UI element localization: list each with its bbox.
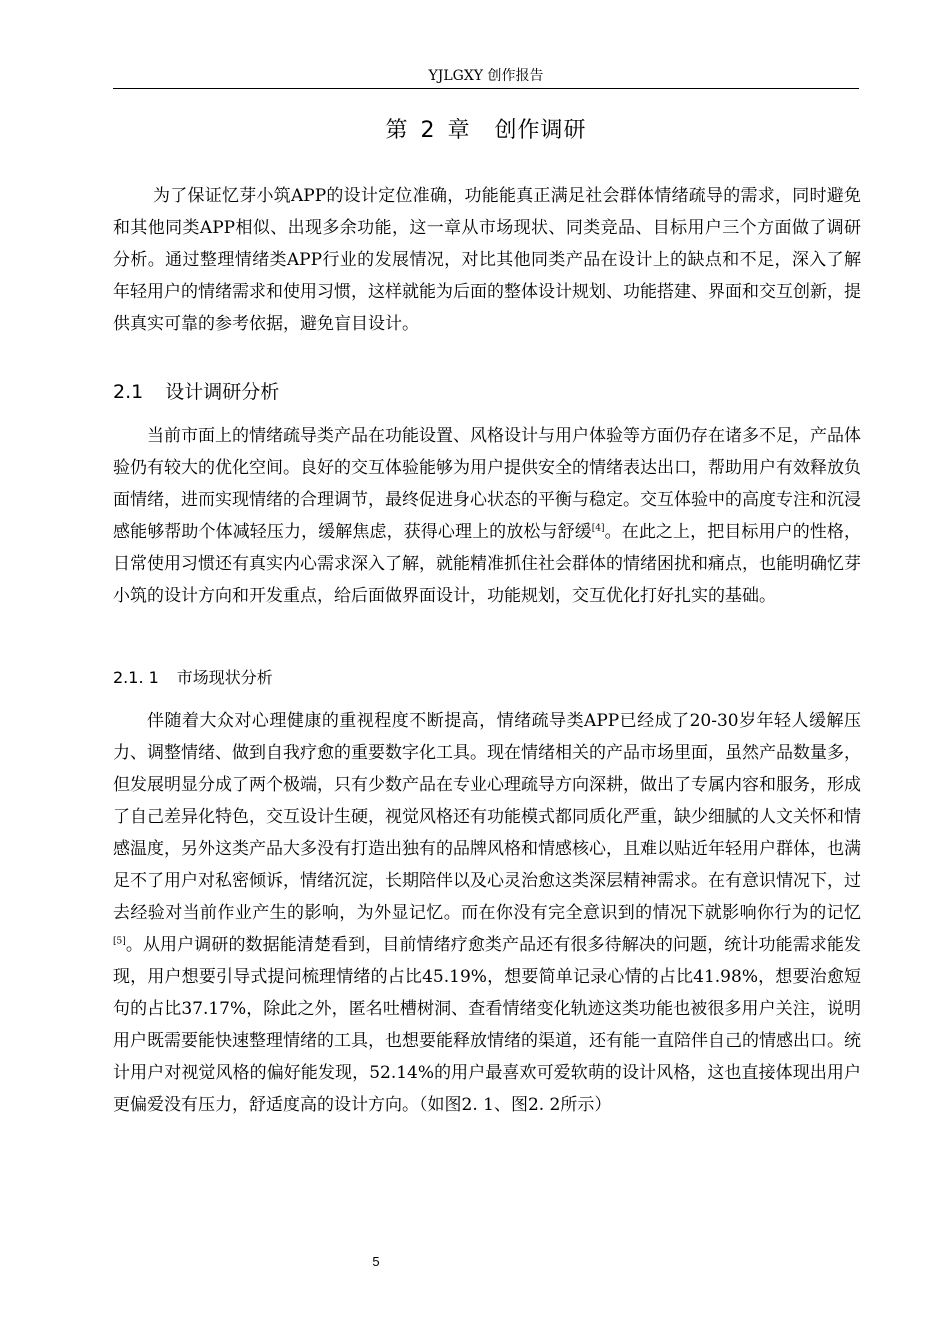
chapter-number: 2 (420, 118, 436, 143)
chapter-name: 创作调研 (494, 118, 587, 143)
section-heading-2-1-1 (113, 664, 273, 692)
subsection-number: 2.1. 1 (113, 668, 159, 687)
section-heading-2-1 (113, 377, 279, 407)
page-number-text: 5 (372, 1254, 380, 1269)
chapter-title (113, 116, 859, 146)
paragraph-text: 。在此之上，把目标用户的性格，日常使用习惯还有真实内心需求深入了解，就能精准抓住社会群体的情绪困扰和痛点，也能明确忆芽小筑的设计方向和开发重点，给后面做界面设计，功能规划，交互优化打好扎实的基础。 (113, 522, 862, 606)
intro-text: 为了保证忆芽小筑APP的设计定位准确，功能能真正满足社会群体情绪疏导的需求，同时避免和其他同类APP相似、出现多余功能，这一章从市场现状、同类竞品、目标用户三个方面做了调研分析。通过整理情绪类APP行业的发展情况，对比其他同类产品在设计上的缺点和不足，深入了解年轻用户的情绪需求和使用习惯，这样就能为后面的整体设计规划、功能搭建、界面和交互创新，提供真实可靠的参考依据，避免盲目设计。 (113, 186, 861, 334)
subsection-title: 市场现状分析 (176, 668, 273, 687)
section-number: 2.1 (113, 381, 144, 403)
chapter-label-suffix: 章 (447, 118, 471, 143)
header-divider (113, 88, 859, 89)
page-number (113, 1253, 639, 1271)
paragraph-text: 伴随着大众对心理健康的重视程度不断提高，情绪疏导类APP已经成了20-30岁年轻人缓解压力、调整情绪、做到自我疗愈的重要数字化工具。现在情绪相关的产品市场里面，虽然产品数量多，但发展明显分成了两个极端，只有少数产品在专业心理疏导方向深耕，做出了专属内容和服务，形成了自己差异化特色，交互设计生硬，视觉风格还有功能模式都同质化严重，缺少细腻的人文关怀和情感温度，另外这类产品大多没有打造出独有的品牌风格和情感核心，且难以贴近年轻用户群体，也满足不了用户对私密倾诉，情绪沉淀，长期陪伴以及心灵治愈这类深层精神需求。在有意识情况下，过去经验对当前作业产生的影响，为外显记忆。而在你没有完全意识到的情况下就影响你行为的记忆 (113, 711, 861, 923)
paragraph-text: 当前市面上的情绪疏导类产品在功能设置、风格设计与用户体验等方面仍存在诸多不足，产品体验仍有较大的优化空间。良好的交互体验能够为用户提供安全的情绪表达出口，帮助用户有效释放负面情绪，进而实现情绪的合理调节，最终促进身心状态的平衡与稳定。交互体验中的高度专注和沉浸感能够帮助个体减轻压力，缓解焦虑，获得心理上的放松与舒缓 (113, 426, 861, 542)
intro-paragraph (113, 180, 861, 340)
paragraph-text: 。从用户调研的数据能清楚看到，目前情绪疗愈类产品还有很多待解决的问题，统计功能需求能发现，用户想要引导式提问梳理情绪的占比45.19%，想要简单记录心情的占比41.98%，想要治愈短句的占比37.17%，除此之外，匿名吐槽树洞、查看情绪变化轨迹这类功能也被很多用户关注，说明用户既需要能快速整理情绪的工具，也想要能释放情绪的渠道，还有能一直陪伴自己的情感出口。统计用户对视觉风格的偏好能发现，52.14%的用户最喜欢可爱软萌的设计风格，这也直接体现出用户更偏爱没有压力，舒适度高的设计方向。（如图2. 1、图2. 2所示） (113, 935, 861, 1115)
header-title: YJLGXY 创作报告 (428, 68, 544, 84)
citation-reference: [5] (113, 936, 126, 947)
chapter-label-prefix: 第 (385, 118, 409, 143)
citation-reference: [4] (591, 523, 605, 534)
section-title: 设计调研分析 (165, 381, 280, 403)
section-2-1-paragraph (113, 420, 861, 612)
section-2-1-1-paragraph (113, 705, 861, 1121)
page-header (113, 66, 859, 86)
